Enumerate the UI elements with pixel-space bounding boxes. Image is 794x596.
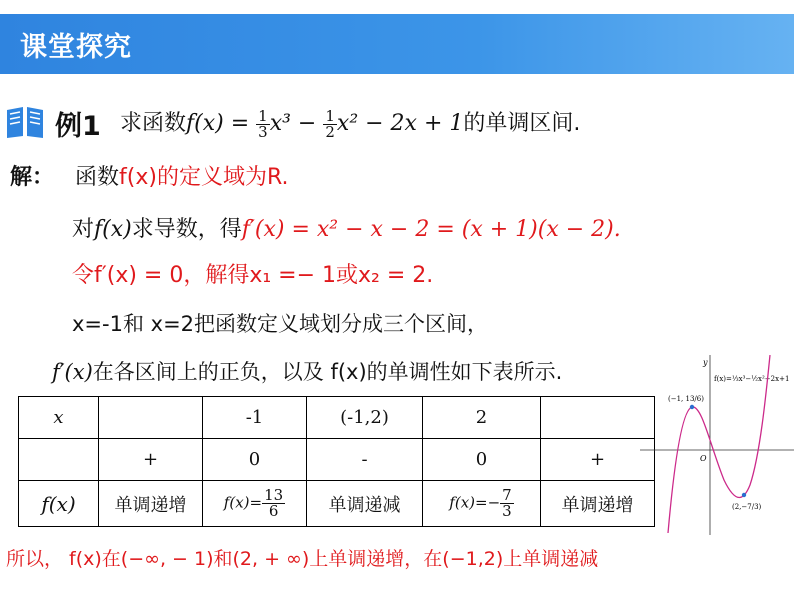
min-value-fraction [500,488,514,519]
conclusion-line: 所以， f(x)在(−∞, − 1)和(2, + ∞)上单调递增，在(−1,2)上单调递减 [6,548,599,570]
page-title: 课堂探究 [20,32,132,63]
interval-split-line: x=-1和 x=2把函数定义域划分成三个区间， [72,312,489,336]
table-cell: x [19,397,99,439]
problem-suffix: 的单调区间. [463,111,581,136]
max-point-label: (−1, 13/6) [668,395,704,403]
frac-den: 3 [258,122,268,141]
min-point [742,493,746,497]
min-point-label: (2,−7/3) [732,503,762,511]
table-cell: 单调递增 [99,481,203,527]
derivative-line [72,212,621,243]
book-icon [4,104,46,140]
table-cell: + [99,439,203,481]
frac-den: 6 [268,502,279,520]
problem-fx: f(x) = [186,111,257,136]
title-band [0,14,794,74]
table-cell: (-1,2) [307,397,423,439]
problem-prefix: 求函数 [120,111,187,136]
problem-term1: x³ − [269,111,324,136]
table-cell [99,397,203,439]
table-cell [19,439,99,481]
table-cell: 单调递减 [307,481,423,527]
derivative-formula: f′(x) = x² − x − 2 = (x + 1)(x − 2). [241,217,621,242]
table-cell: 2 [423,397,541,439]
solution-domain-line [10,160,288,191]
table-intro-fprime: f′(x) [52,360,93,384]
table-cell: f(x) [19,481,99,527]
frac-num: 13 [264,486,284,504]
frac-num: 1 [325,106,335,125]
frac-num: 1 [258,106,268,125]
top-area [0,0,794,80]
derivative-prefix: 对 [72,217,95,242]
table-row [19,397,655,439]
max-value-prefix: f(x)= [223,493,263,512]
derivative-mid: 求导数，得 [131,217,242,242]
frac-den: 2 [325,122,335,141]
zero-solution-line: 令f′(x) = 0，解得x₁ =− 1或x₂ = 2. [72,263,434,288]
solution-label: 解： [10,165,55,190]
max-point [690,405,694,409]
max-value-fraction [262,488,285,519]
table-cell: 0 [203,439,307,481]
frac-den: 3 [502,502,512,520]
table-cell: 单调递增 [541,481,655,527]
domain-statement: f(x)的定义域为R. [119,165,289,190]
problem-term2: x² − 2x + 1 [336,111,464,136]
table-cell: 0 [423,439,541,481]
table-cell: + [541,439,655,481]
y-axis-label: y [703,358,708,367]
function-graph [640,355,794,535]
table-cell: -1 [203,397,307,439]
example-problem [120,106,580,140]
table-cell: - [307,439,423,481]
fraction-one-third [256,106,270,141]
frac-num: 7 [502,486,512,504]
fraction-one-half [323,106,337,141]
derivative-f: f(x) [94,217,132,242]
table-cell [203,481,307,527]
min-value-prefix: f(x)=− [449,493,501,512]
table-row [19,439,655,481]
function-label: f(x)=⅓x³−½x²−2x+1 [714,375,790,383]
domain-prefix: 函数 [75,165,120,190]
table-row [19,481,655,527]
table-intro-text: 在各区间上的正负，以及 f(x)的单调性如下表所示. [92,360,563,384]
origin-label: O [700,454,707,463]
table-intro-line [52,356,562,386]
sign-table [18,396,655,527]
example-label: 例1 [55,111,101,142]
table-cell [423,481,541,527]
table-cell [541,397,655,439]
